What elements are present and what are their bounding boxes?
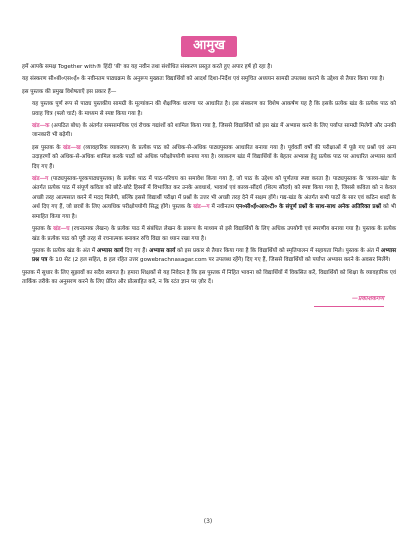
page-title: आमुख (181, 36, 237, 57)
paragraph-text: इस पुस्तक के (32, 144, 63, 151)
emphasis-text: एन०सी०ई०आर०टी० के संपूर्ण प्रश्नों के साथ-साथ अनेक अतिरिक्त प्रश्नों (236, 204, 382, 211)
paragraph-text: पुस्तक के (32, 226, 54, 233)
section-label: खंड—ग (32, 176, 49, 183)
features-heading: इस पुस्तक की प्रमुख विशेषताएँ इस प्रकार हैं— (22, 88, 117, 95)
feature-paragraph-5 (22, 225, 396, 244)
signature-text: —प्रकाशकगण (352, 294, 384, 302)
paragraph-text: पुस्तक के प्रत्येक खंड के अंत में (32, 247, 97, 254)
closing-paragraph: पुस्तक में सुधार के लिए सुझावों का सदैव स्वागत है। हमारा शिक्षकों से यह निवेदन है कि इस पुस्तक में निहित भावना को विद्यार्थियों में विकसित करें, विद्यार्थियों को शिक्षा के व्यावहारिक एवं तार्किक तरीके का अनुसरण करने के लिए प्रेरित और प्रोत्साहित करें, न कि रटंत ज्ञान पर ज़ोर दें। (22, 269, 396, 286)
feature-paragraph-4 (22, 175, 396, 222)
paragraph-text: (व्यावहारिक व्याकरण) के प्रत्येक पाठ को अधिक-से-अधिक पाठ्यपुस्तक आधारित बनाया गया है। पूर्ववर्ती वर्षों की परीक्षाओं में पूछे गए प्रश्नों एवं अन्य उदाहरणों को अधिक-से-अधिक शामिल करके पाठों को अधिक परीक्षोपयोगी बनाया गया है। व्याकरण खंड में विद्यार्थियों के बेहतर अभ्यास हेतु प्रत्येक पाठ पर आधारित अभ्यास कार्य दिए गए हैं। (32, 144, 397, 170)
publisher-signature (22, 294, 396, 309)
intro-paragraph: हमें आपके समक्ष Together with® हिंदी 'बी' का यह नवीन तथा संशोधित संस्करण प्रस्तुत करते हुए अपार हर्ष हो रहा है। (22, 64, 273, 70)
paragraph-text: के 10 सेट (2 हल सहित, 8 हल रहित उत्तर gowebrachnasagar.com पर उपलब्ध रहेंगे) दिए गए हैं, जिससे विद्यार्थियों को पर्याप्त अभ्यास करने के अवसर मिलेंगे। (47, 257, 391, 264)
section-label: खंड—घ (53, 226, 70, 233)
title-wrap (22, 34, 396, 57)
paragraph-text: में नवीनतम (209, 204, 236, 211)
paragraph-text: दिए गए हैं। (123, 247, 150, 254)
emphasis-text: अभ्यास कार्य (149, 247, 176, 254)
feature-paragraph-2 (22, 122, 396, 141)
feature-paragraph-6 (22, 247, 396, 266)
paragraph-text: को इस प्रकार से तैयार किया गया है कि विद्यार्थियों को स्मृतिपालन में सहायता मिले। पुस्तक के अंत में (175, 247, 381, 254)
section-label: खंड—क (32, 123, 50, 130)
feature-paragraph-3 (22, 144, 396, 172)
emphasis-text: अभ्यास प्रश्न पत्र (32, 247, 396, 264)
emphasis-text: अभ्यास कार्य (96, 247, 123, 254)
paragraph-text: (अपठित बोध) के अंतर्गत समसामयिक एवं रोचक गद्यांशों को शामिल किया गया है, जिससे विद्यार्थियों को इस खंड में अभ्यास करने के लिए पर्याप्त सामग्री मिलेगी और उनकी जानकारी भी बढ़ेगी। (32, 123, 396, 139)
paragraph-text: (रचनात्मक लेखन) के प्रत्येक पाठ में संबंधित लेखन के प्रारूप के माध्यम से इसे विद्यार्थियों के लिए अधिक उपयोगी एवं स्मरणीय बनाया गया है। पुस्तक के प्रत्येक खंड के प्रत्येक पाठ को पूरी तरह से रचनात्मक बनाकर रुचि विद्या का ध्यान रखा गया है। (32, 226, 396, 242)
paragraph-text: (पाठ्यपुस्तक-पूरकपाठ्यपुस्तक) के प्रत्येक पाठ में पाठ-परिचय का समावेश किया गया है, जो पाठ के उद्देश्य को पूर्णतया स्पष्ट करता है। पाठ्यपुस्तक के 'काव्य-खंड' के अंतर्गत प्रत्येक पाठ में संपूर्ण कविता को छोटे-छोटे हिस्सों में विभाजित कर उनके अवधार्थ, भावार्थ एवं काव्य-सौंदर्य (शिल्प सौंदर्य) को स्पष्ट किया गया है, जिससे कविता को न केवल अच्छी तरह आत्मसात करने में मदद मिलेगी, बल्कि इससे विद्यार्थी परीक्षा में प्रश्नों के उत्तर भी अच्छी तरह देने में सक्षम होंगे। गद्य-खंड के अंतर्गत सभी पाठों के सार एवं कठिन शब्दों के अर्थ दिए गए हैं, जो छात्रों के लिए अत्यधिक परीक्षोपयोगी सिद्ध होंगे। पुस्तक के (32, 176, 396, 211)
feature-paragraph-1: यह पुस्तक पूर्ण रूप से पाठ्य पुस्तकीय सामग्री के मूल्यांकन की शैक्षणिक धारणा पर आधारित है। इस संस्करण का विशेष आकर्षण यह है कि इसके प्रत्येक खंड के प्रत्येक पाठ को प्रवाह चित्र (फ्लो चार्ट) के माध्यम से स्पष्ट किया गया है। (32, 101, 396, 117)
section-label: खंड—ख (62, 144, 81, 151)
paragraph-text: को भी समाहित किया गया है। (32, 204, 397, 220)
edition-paragraph: यह संस्करण सी०बी०एस०ई० के नवीनतम पाठ्यक्रम के अनुरूप मुख्यतः विद्यार्थियों को आदर्श दिशा-निर्देश एवं समुचित अध्ययन सामग्री उपलब्ध कराने के उद्देश्य से तैयार किया गया है। (22, 76, 385, 83)
signature-underline (314, 306, 384, 307)
section-label: खंड—ग (193, 204, 210, 211)
page-number: (3) (203, 518, 213, 525)
